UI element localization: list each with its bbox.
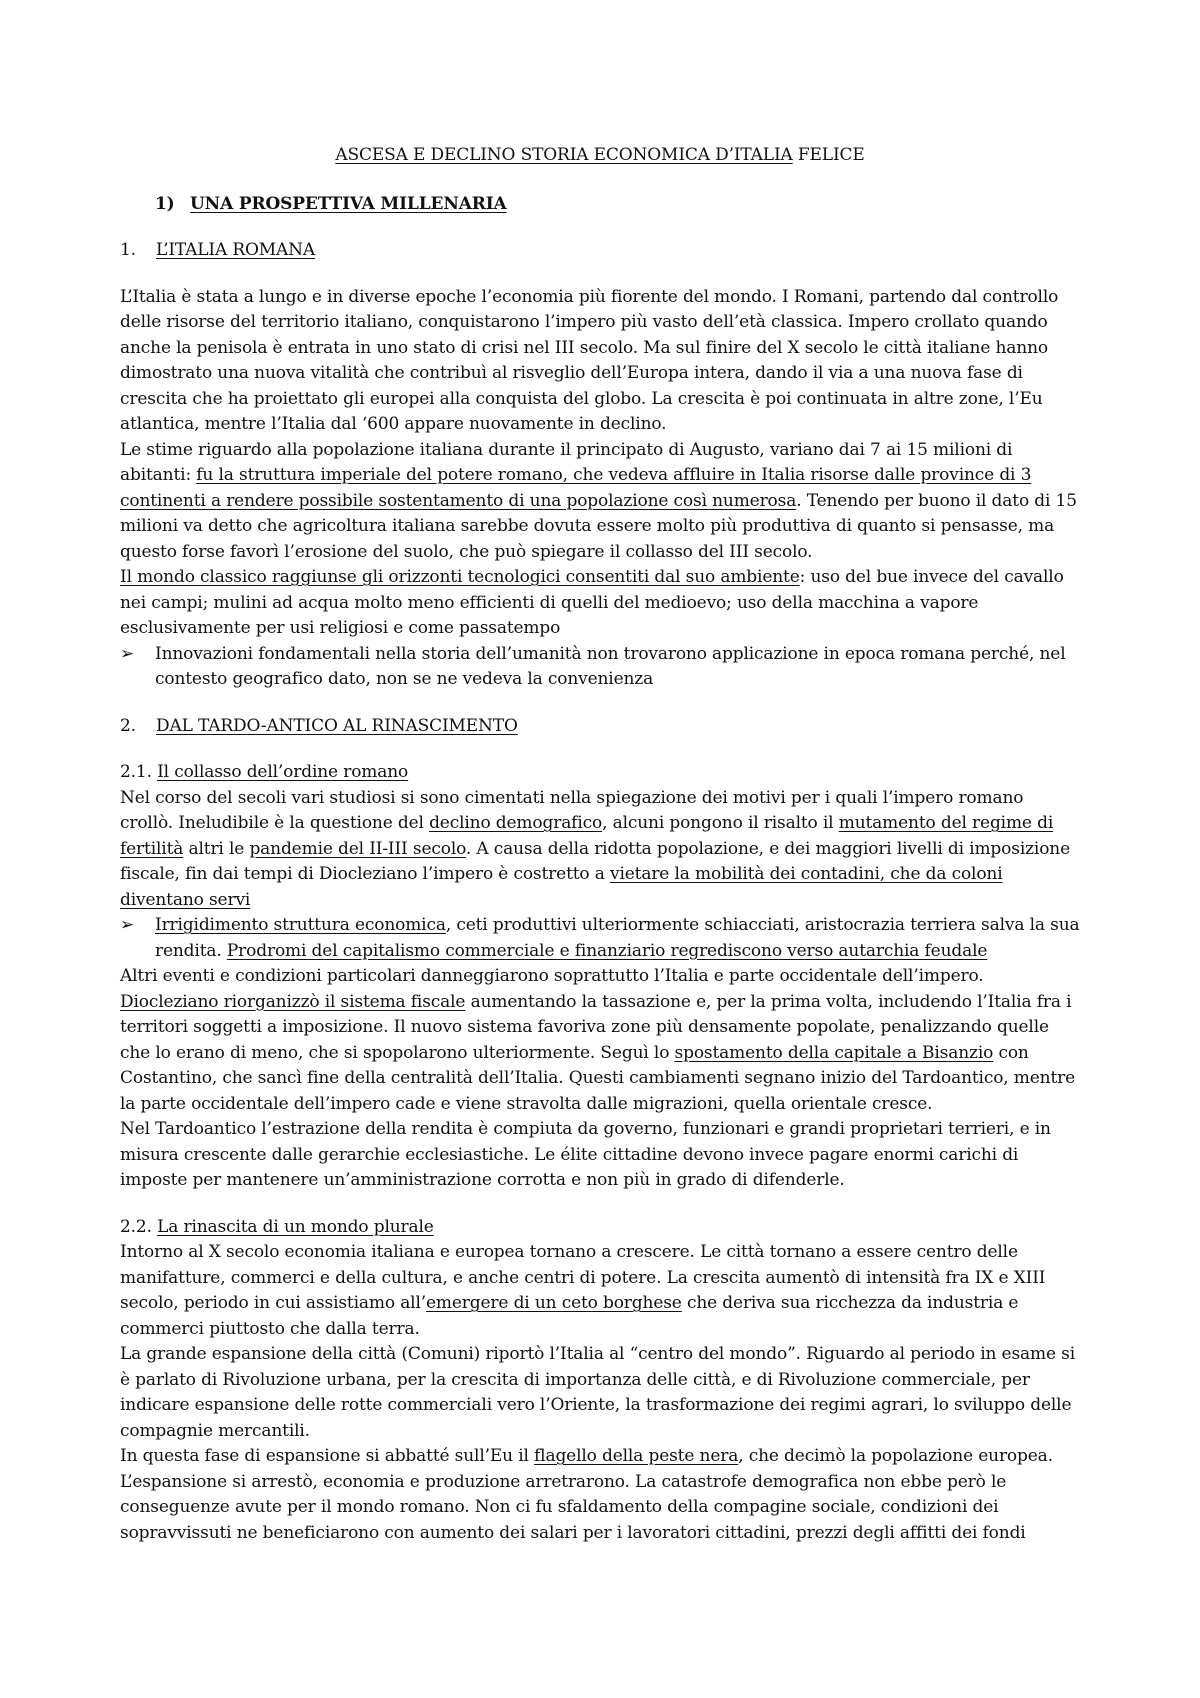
paragraph: L’Italia è stata a lungo e in diverse epoche l’economia più fiorente del mondo. I Romani, partendo dal controllo delle risorse del territorio italiano, conquistarono l’impero più vasto dell’età classica. Impero crollato quando anche la penisola è entrata in uno stato di crisi nel III secolo. Ma sul finire del X secolo le città italiane hanno dimostrato una nuova vitalità che contribuì al risveglio dell’Europa intera, dando il via a una nuova fase di crescita che ha proiettato gli europei alla conquista del globo. La crescita è poi continuata in altre zone, l’Eu atlantica, mentre l’Italia dal ‘600 appare nuovamente in declino. bbox=[120, 286, 1059, 434]
title-underlined: ASCESA E DECLINO STORIA ECONOMICA D’ITALIA bbox=[335, 145, 793, 165]
underlined-text: pandemie del II-III secolo bbox=[249, 838, 466, 859]
underlined-text: vietare la mobilità dei contadini, che da coloni diventano servi bbox=[120, 864, 1003, 910]
paragraph: La grande espansione della città (Comuni) riportò l’Italia al “centro del mondo”. Riguardo al periodo in esame si è parlato di Rivoluzione urbana, per la crescita di importanza delle città, e di Rivoluzione commerciale, per indicare espansione delle rotte commerciali vero l’Oriente, la trasformazione dei regimi agrari, lo sviluppo delle compagnie mercantili. bbox=[120, 1344, 1076, 1441]
underlined-text: mutamento del regime di fertilità bbox=[120, 813, 1054, 859]
section-heading-2 bbox=[120, 714, 1080, 740]
part-title: UNA PROSPETTIVA MILLENARIA bbox=[190, 193, 507, 214]
document-title bbox=[120, 143, 1080, 169]
underlined-text: declino demografico bbox=[429, 813, 603, 833]
underlined-text: fu la struttura imperiale del potere romano, che vedeva affluire in Italia risorse dalle province di 3 continenti a rendere possibile sostentamento di una popolazione così numerosa bbox=[120, 465, 1032, 511]
bullet-item: ➢ Innovazioni fondamentali nella storia dell’umanità non trovarono applicazione in epoca romana perché, nel contesto geografico dato, non se ne vedeva la convenienza bbox=[120, 643, 1066, 689]
section-number: 2. bbox=[120, 715, 136, 736]
paragraph: Le stime riguardo alla popolazione italiana durante il principato di Augusto, variano dai 7 ai 15 milioni di abitanti: fu la struttura imperiale del potere romano, che vedeva affluire in Italia risorse dalle province di 3 continenti a rendere possibile sostentamento di una popolazione così numerosa. Tenendo per buono il dato di 15 milioni va detto che agricoltura italiana sarebbe dovuta essere molto più produttiva di quanto si pensasse, ma questo forse favorì l’erosione del suolo, che può spiegare il collasso del III secolo. bbox=[120, 439, 1077, 562]
arrow-bullet-icon: ➢ bbox=[120, 643, 135, 664]
underlined-text: Il mondo classico raggiunse gli orizzonti tecnologici consentiti dal suo ambiente bbox=[120, 567, 800, 587]
paragraph: Intorno al X secolo economia italiana e europea tornano a crescere. Le città tornano a essere centro delle manifatture, commerci e della cultura, e anche centri di potere. La crescita aumentò di intensità fra IX e XIII secolo, periodo in cui assistiamo all’emergere di un ceto borghese che deriva sua ricchezza da industria e commerci piuttosto che dalla terra. bbox=[120, 1242, 1046, 1339]
section-title: DAL TARDO-ANTICO AL RINASCIMENTO bbox=[156, 715, 518, 736]
part-number: 1) bbox=[155, 193, 175, 214]
paragraph: Altri eventi e condizioni particolari danneggiarono soprattutto l’Italia e parte occidentale dell’impero. bbox=[120, 966, 984, 986]
underlined-text: emergere di un ceto borghese bbox=[426, 1293, 682, 1313]
section-number: 1. bbox=[120, 240, 136, 260]
subsection-title: Il collasso dell’ordine romano bbox=[157, 762, 409, 782]
paragraph: Nel Tardoantico l’estrazione della rendita è compiuta da governo, funzionari e grandi proprietari terrieri, e in misura crescente dalle gerarchie ecclesiastiche. Le élite cittadine devono invece pagare enormi carichi di imposte per mantenere un’amministrazione corrotta e non più in grado di difenderle. bbox=[120, 1119, 1051, 1190]
arrow-bullet-icon: ➢ bbox=[120, 915, 135, 935]
underlined-text: spostamento della capitale a Bisanzio bbox=[674, 1042, 994, 1063]
subsection-heading: 2.1. Il collasso dell’ordine romano bbox=[120, 762, 409, 782]
section-title: L’ITALIA ROMANA bbox=[156, 240, 316, 260]
title-author: FELICE bbox=[792, 145, 865, 165]
bullet-item: ➢ Irrigidimento struttura economica, ceti produttivi ulteriormente schiacciati, aristocrazia terriera salva la sua rendita. Prodromi del capitalismo commerciale e finanziario regrediscono verso autarchia feudale bbox=[120, 915, 1080, 961]
paragraph: Nel corso del secoli vari studiosi si sono cimentati nella spiegazione dei motivi per i quali l’impero romano crollò. Ineludibile è la questione del declino demografico, alcuni pongono il risalto il mutamento del regime di fertilità altri le pandemie del II-III secolo. A causa della ridotta popolazione, e dei maggiori livelli di imposizione fiscale, fin dai tempi di Diocleziano l’impero è costretto a vietare la mobilità dei contadini, che da coloni diventano servi bbox=[120, 787, 1070, 910]
underlined-text: flagello della peste nera bbox=[534, 1446, 739, 1466]
part-heading bbox=[155, 192, 1080, 218]
subsection-title: La rinascita di un mondo plurale bbox=[157, 1216, 434, 1237]
section-heading-1 bbox=[120, 238, 1080, 264]
subsection-heading: 2.2. La rinascita di un mondo plurale bbox=[120, 1216, 434, 1237]
underlined-text: Diocleziano riorganizzò il sistema fiscale bbox=[120, 991, 466, 1012]
paragraph: In questa fase di espansione si abbatté sull’Eu il flagello della peste nera, che decimò la popolazione europea. L’espansione si arrestò, economia e produzione arretrarono. La catastrofe demografica non ebbe però le conseguenze avute per il mondo romano. Non ci fu sfaldamento della compagine sociale, condizioni dei sopravvissuti ne beneficiarono con aumento dei salari per i lavoratori cittadini, prezzi degli affitti dei fondi bbox=[120, 1446, 1053, 1543]
underlined-text: Irrigidimento struttura economica bbox=[155, 915, 446, 935]
paragraph: Diocleziano riorganizzò il sistema fiscale aumentando la tassazione e, per la prima volta, includendo l’Italia fra i territori soggetti a imposizione. Il nuovo sistema favoriva zone più densamente popolate, penalizzando quelle che lo erano di meno, che si spopolarono ulteriormente. Seguì lo spostamento della capitale a Bisanzio con Costantino, che sancì fine della centralità dell’Italia. Questi cambiamenti segnano inizio del Tardoantico, mentre la parte occidentale dell’impero cade e viene stravolta dalle migrazioni, quella orientale cresce. bbox=[120, 991, 1076, 1114]
paragraph: Il mondo classico raggiunse gli orizzonti tecnologici consentiti dal suo ambiente: uso del bue invece del cavallo nei campi; mulini ad acqua molto meno efficienti di quelli del medioevo; uso della macchina a vapore esclusivamente per usi religiosi e come passatempo bbox=[120, 567, 1064, 638]
underlined-text: Prodromi del capitalismo commerciale e finanziario regrediscono verso autarchia feudale bbox=[226, 940, 988, 961]
